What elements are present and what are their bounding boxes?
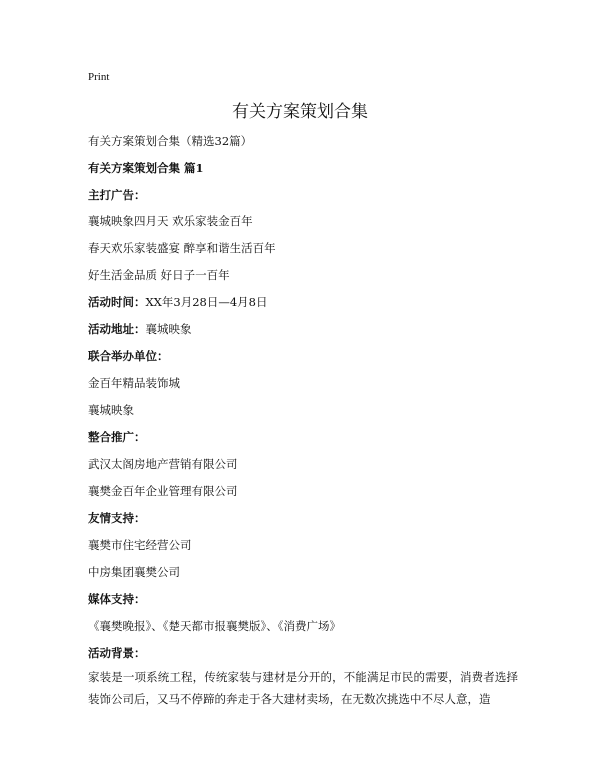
co-organizer-item: 金百年精品装饰城	[88, 376, 180, 390]
section-heading: 有关方案策划合集 篇1	[88, 161, 204, 175]
friendly-support-item: 襄樊市住宅经营公司	[88, 538, 192, 552]
background-label: 活动背景：	[88, 646, 146, 660]
co-organizers-label: 联合举办单位：	[88, 349, 169, 363]
event-time-label: 活动时间：	[88, 295, 146, 309]
co-organizer-item: 襄城映象	[88, 403, 134, 417]
event-location-value: 襄城映象	[145, 322, 192, 336]
document-subtitle: 有关方案策划合集（精选32篇）	[88, 134, 253, 148]
integrated-promo-label: 整合推广：	[88, 430, 146, 444]
ad-line: 春天欢乐家装盛宴 醉享和谐生活百年	[88, 241, 276, 255]
print-label: Print	[88, 71, 110, 83]
ad-line: 好生活金品质 好日子一百年	[88, 268, 230, 282]
document-title: 有关方案策划合集	[232, 102, 368, 122]
integrated-promo-item: 武汉太阁房地产营销有限公司	[88, 457, 238, 471]
media-support-value: 《襄樊晚报》、《楚天都市报襄樊版》、《消费广场》	[88, 619, 341, 633]
ad-line: 襄城映象四月天 欢乐家装金百年	[88, 214, 253, 228]
media-support-label: 媒体支持：	[88, 592, 146, 606]
event-time-row	[88, 295, 267, 309]
event-time-value: XX年3月28日—4月8日	[145, 295, 268, 309]
friendly-support-label: 友情支持：	[88, 511, 146, 525]
background-paragraph: 家装是一项系统工程，传统家装与建材是分开的，不能满足市民的需要，消费者选择装饰公司后，又马不停蹄的奔走于各大建材卖场，在无数次挑选中不尽人意，造	[88, 670, 518, 706]
friendly-support-item: 中房集团襄樊公司	[88, 565, 180, 579]
event-location-row	[88, 322, 192, 336]
main-ad-label: 主打广告：	[88, 188, 146, 202]
integrated-promo-item: 襄樊金百年企业管理有限公司	[88, 484, 238, 498]
event-location-label: 活动地址：	[88, 322, 146, 336]
